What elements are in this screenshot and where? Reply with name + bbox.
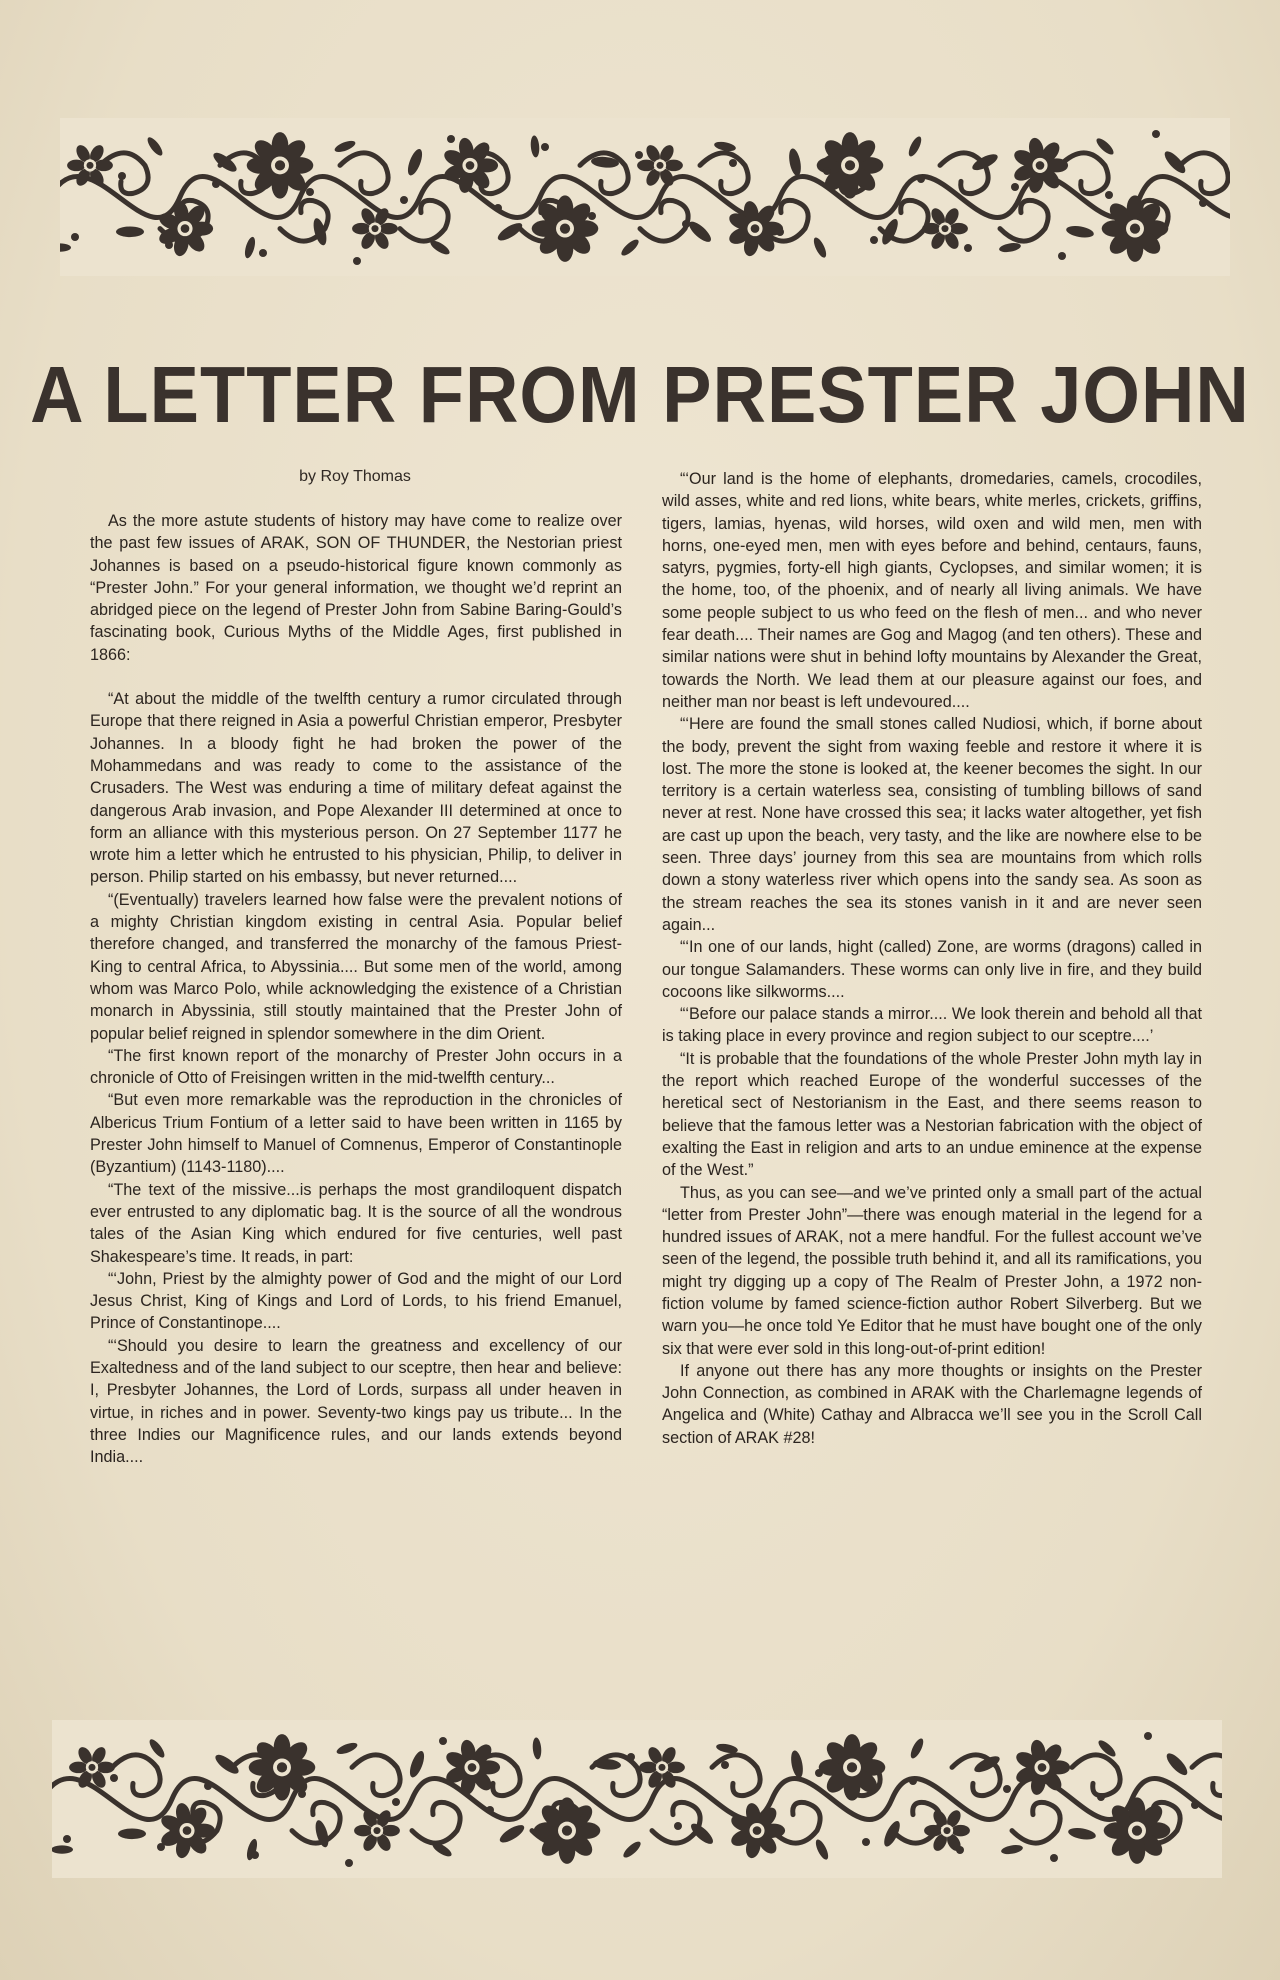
flower-motif xyxy=(1104,1797,1171,1864)
leaf-motif xyxy=(593,1758,622,1771)
bud-motif xyxy=(63,1835,71,1843)
paragraph: “But even more remarkable was the reproduction in the chronicles of Albericus Trium Fontium of a letter said to have been written in 1165 by Prester John himself to Manuel of Comnenus, Emperor of Constantinople (Byzantium) (1143-1180).... xyxy=(90,1091,622,1177)
leaf-motif xyxy=(1094,136,1116,157)
vine-motif xyxy=(772,1802,820,1843)
bud-motif xyxy=(71,233,79,241)
bud-motif xyxy=(917,175,925,183)
bud-motif xyxy=(439,1737,447,1745)
floral-border-bottom xyxy=(52,1720,1222,1878)
flower-motif xyxy=(819,1734,886,1801)
paragraph: Thus, as you can see—and we’ve printed only a small part of the actual “letter from Prester John”—there was enough material in the legend for a hundred issues of ARAK, not a mere handful. For the fullest account we’ve seen of the legend, the possible truth behind it, and all its ramifications, you might try digging up a copy of The Realm of Prester John, a 1972 non-fiction volume by famed science-fiction author Robert Silverberg. But we warn you—he once told Ye Editor that he must have bought one of the only six that were ever sold in this long-out-of-print edition! xyxy=(662,1183,1202,1358)
flower-motif xyxy=(729,1802,785,1860)
vine-motif xyxy=(112,1755,160,1796)
bud-motif xyxy=(392,1798,400,1806)
bud-motif xyxy=(823,167,831,175)
bud-motif xyxy=(1152,130,1160,138)
bud-motif xyxy=(580,1814,588,1822)
flower-motif xyxy=(249,1734,316,1801)
paragraph: “‘John, Priest by the almighty power of God and the might of our Lord Jesus Christ, King of Kings and Lord of Lords, to his friend Emanuel, Prince of Constantinope.... xyxy=(90,1269,622,1333)
bud-motif xyxy=(345,1859,353,1867)
paragraph: “It is probable that the foundations of the whole Prester John myth lay in the report which reached Europe of the wonderful successes of the heretical sect of Nestorianism in the East, and there seems reason to believe that the famous letter was a Nestorian fabrication with the object of exalting the East in religion and arts to an undue eminence at the expense of the West.” xyxy=(662,1049,1202,1180)
flower-motif xyxy=(637,143,683,188)
article-byline: by Roy Thomas xyxy=(299,468,411,485)
vine-motif xyxy=(412,1802,460,1843)
bud-motif xyxy=(862,1838,870,1846)
leaf-motif xyxy=(335,1741,359,1757)
bud-motif xyxy=(682,220,690,228)
paragraph: “(Eventually) travelers learned how false were the prevalent notions of a mighty Christian kingdom existing in central Asia. Popular belief therefore changed, and transferred the monarchy of the famous Priest-King to central Africa, to Abyssinia.... But some men of the world, among whom was Marco Polo, while acknowledging the existence of a Christian monarch in Abyssinia, still stoutly maintained that the Prester John of popular belief reigned in splendor somewhere in the dim Orient. xyxy=(90,890,622,1043)
leaf-motif xyxy=(908,1737,925,1760)
bud-motif xyxy=(541,143,549,151)
leaf-motif xyxy=(116,226,144,237)
leaf-motif xyxy=(811,236,828,259)
flower-motif xyxy=(1102,195,1169,262)
flower-motif xyxy=(532,195,599,262)
bud-motif xyxy=(776,228,784,236)
floral-border-top xyxy=(60,118,1230,276)
bud-motif xyxy=(204,1782,212,1790)
bud-motif xyxy=(956,1846,964,1854)
leaf-motif xyxy=(881,1819,903,1849)
leaf-motif xyxy=(621,1839,643,1860)
leaf-motif xyxy=(333,139,357,155)
bud-motif xyxy=(674,1822,682,1830)
paragraph: “‘Our land is the home of elephants, dromedaries, camels, crocodiles, wild asses, white and red lions, white bears, white merles, crickets, griffins, tigers, lamias, hyenas, wild horses, wild oxen and wild men, men with horns, one-eyed men, men with eyes before and behind, centaurs, fauns, satyrs, pygmies, forty-ell high giants, Cyclopses, and similar women; it is the home, too, of the phoenix, and of nearly all living animals. We have some people subject to us who feed on the flesh of men... and who never fear death.... Their names are Gog and Magog (and ten others). These and similar nations were shut in behind lofty mountains by Alexander the Great, towards the North. We lead them at our pleasure against our foes, and neither man nor beast is left undevoured.... xyxy=(662,470,1202,711)
bud-motif xyxy=(1011,183,1019,191)
leaf-motif xyxy=(530,135,540,158)
bud-motif xyxy=(400,196,408,204)
leaf-motif xyxy=(497,1822,526,1846)
bud-motif xyxy=(165,241,173,249)
leaf-motif xyxy=(52,1845,73,1853)
paragraph: “‘In one of our lands, hight (called) Zone, are worms (dragons) called in our tongue Salamanders. These worms can only live in fire, and they build cocoons like silkworms.... xyxy=(662,938,1202,1001)
article-title: A LETTER FROM PRESTER JOHN xyxy=(30,349,1250,440)
bud-motif xyxy=(486,1806,494,1814)
leaf-motif xyxy=(1000,1844,1023,1856)
flower-motif xyxy=(442,136,498,194)
vine-motif xyxy=(352,1755,400,1796)
vine-motif xyxy=(712,1755,760,1796)
paragraph-closing: If anyone out there has any more thoughts or insights on the Prester John Connection, as combined in ARAK with the Charlemagne legends of Angelica and (White) Cathay and Albracca we’ll see you in the Scroll Call section of ARAK #28! xyxy=(662,1361,1202,1447)
floral-ornament-bottom xyxy=(52,1720,1222,1878)
vine-motif xyxy=(1072,1755,1120,1796)
flower-motif xyxy=(1014,1738,1070,1796)
paragraph: “At about the middle of the twelfth century a rumor circulated through Europe that there reigned in Asia a powerful Christian emperor, Presbyter Johannes. In a bloody fight he had broken the power of the Mohammedans and was ready to come to the assistance of the Crusaders. The West was enduring a time of military defeat against the dangerous Arab invasion, and Pope Alexander III determined at once to form an alliance with this mysterious person. On 27 September 1177 he wrote him a letter which he entrusted to his physician, Philip, to deliver in person. Philip started on his embassy, but never returned.... xyxy=(90,690,622,887)
leaf-motif xyxy=(118,1828,146,1839)
bud-motif xyxy=(588,212,596,220)
bud-motif xyxy=(964,244,972,252)
leaf-motif xyxy=(243,236,257,259)
leaf-motif xyxy=(407,1749,427,1779)
paragraph: “The first known report of the monarchy of Prester John occurs in a chronicle of Otto of Freisingen written in the mid-twelfth century... xyxy=(90,1046,622,1088)
paragraph: “‘Here are found the small stones called Nudiosi, which, if borne about the body, prevent the sight from waxing feeble and restore it where it is lost. The more the stone is looked at, the keener becomes the sight. In our territory is a certain waterless sea, consisting of tumbling billows of sand never at rest. None have crossed this sea; it lacks water altogether, yet fish are cast up upon the beach, very tasty, and the like are nowhere else to be seen. Three days’ journey from this sea are mountains from which rolls down a stony waterless river which opens into the sandy sea. As soon as the stream reaches the sea its stones vanish in it and are never seen again... xyxy=(662,715,1202,934)
paragraph: “The text of the missive...is perhaps the most grandiloquent dispatch ever entrusted to any diplomatic bag. It is the source of all the wondrous tales of the Asian King which endured for five centuries, well past Shakespeare’s time. It reads, in part: xyxy=(90,1180,622,1266)
bud-motif xyxy=(306,188,314,196)
leaf-motif xyxy=(147,1737,167,1760)
bud-motif xyxy=(212,180,220,188)
paragraph-intro: As the more astute students of history may have come to realize over the past few issues of ARAK, SON OF THUNDER, the Nestorian priest Johannes is based on a pseudo-historical figure known commonly as “Prester John.” For your general information, we thought we’d reprint an abridged piece on the legend of Prester John from Sabine Baring-Gould’s fascinating book, Curious Myths of the Middle Ages, first published in 1866: xyxy=(90,512,622,664)
bud-motif xyxy=(110,1774,118,1782)
bud-motif xyxy=(815,1769,823,1777)
paragraph: “‘Before our palace stands a mirror.... We look therein and behold all that is taking place in every province and region subject to our sceptre....’ xyxy=(662,1005,1202,1046)
vine-motif xyxy=(1000,200,1048,241)
leaf-motif xyxy=(906,135,923,158)
flower-motif xyxy=(247,132,314,199)
flower-motif xyxy=(1012,136,1068,194)
bud-motif xyxy=(298,1790,306,1798)
flower-motif xyxy=(817,132,884,199)
right-column xyxy=(662,468,1202,1449)
flower-motif xyxy=(534,1797,601,1864)
leaf-motif xyxy=(619,237,641,258)
bud-motif xyxy=(1105,191,1113,199)
bud-motif xyxy=(1097,1793,1105,1801)
leaf-motif xyxy=(1065,224,1094,239)
vine-motif xyxy=(1192,1755,1222,1796)
paragraph: “‘Should you desire to learn the greatness and excellency of our Exaltedness and of the land subject to our sceptre, then hear and believe: I, Presbyter Johannes, the Lord of Lords, surpass all under heaven in virtue, in riches and in power. Seventy-two kings pay us tribute... In the three Indies our Magnificence rules, and our lands extends beyond India.... xyxy=(90,1336,622,1467)
bud-motif xyxy=(1058,252,1066,260)
bud-motif xyxy=(353,257,361,265)
vine-motif xyxy=(1012,1802,1060,1843)
bud-motif xyxy=(494,204,502,212)
bud-motif xyxy=(1199,199,1207,207)
leaf-motif xyxy=(998,242,1021,254)
floral-ornament-top xyxy=(60,118,1230,276)
flower-motif xyxy=(924,1808,970,1853)
leaf-motif xyxy=(60,243,71,251)
bud-motif xyxy=(729,159,737,167)
leaf-motif xyxy=(145,135,165,158)
flower-motif xyxy=(352,206,398,251)
bud-motif xyxy=(721,1761,729,1769)
leaf-motif xyxy=(787,147,803,177)
leaf-motif xyxy=(1067,1826,1096,1841)
bud-motif xyxy=(259,249,267,257)
leaf-motif xyxy=(428,238,451,257)
bud-motif xyxy=(1191,1801,1199,1809)
left-column xyxy=(90,510,622,1468)
leaf-motif xyxy=(1164,1750,1191,1778)
vine-motif xyxy=(640,200,688,241)
bud-motif xyxy=(251,1851,259,1859)
bud-motif xyxy=(635,151,643,159)
bud-motif xyxy=(870,236,878,244)
bud-motif xyxy=(627,1753,635,1761)
bud-motif xyxy=(909,1777,917,1785)
leaf-motif xyxy=(813,1838,830,1861)
vine-motif xyxy=(400,200,448,241)
leaf-motif xyxy=(405,147,425,177)
vine-motif xyxy=(292,1802,340,1843)
bud-motif xyxy=(1144,1732,1152,1740)
leaf-motif xyxy=(686,218,714,245)
bud-motif xyxy=(768,1830,776,1838)
bud-motif xyxy=(447,135,455,143)
bud-motif xyxy=(157,1843,165,1851)
bud-motif xyxy=(533,1745,541,1753)
bud-motif xyxy=(1003,1785,1011,1793)
bud-motif xyxy=(118,172,126,180)
bud-motif xyxy=(1050,1854,1058,1862)
leaf-motif xyxy=(789,1749,805,1779)
